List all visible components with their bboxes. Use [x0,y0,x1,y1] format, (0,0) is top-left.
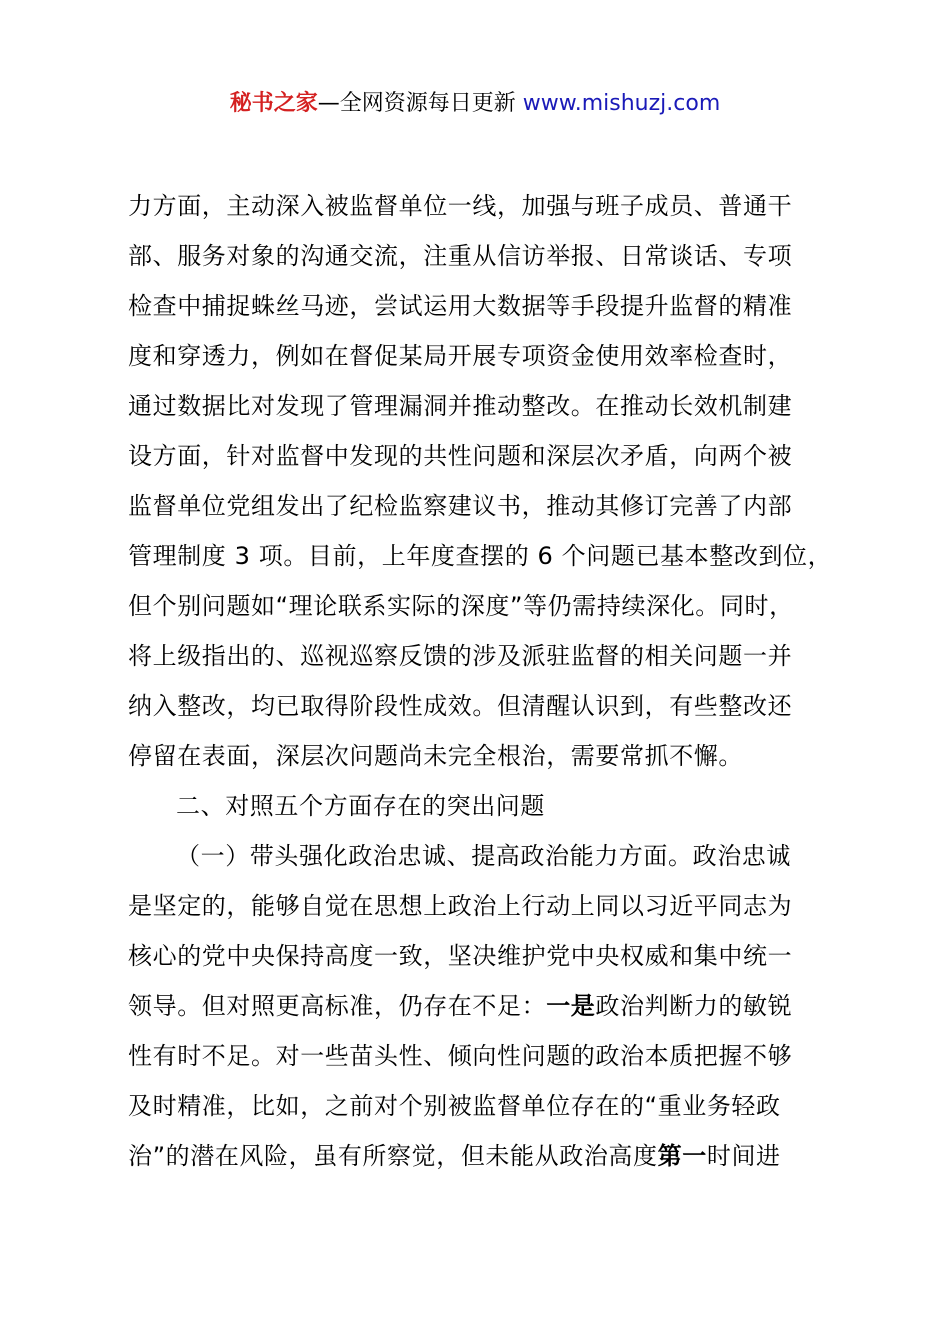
subsection-heading: （一）带头强化政治忠诚、提高政治能力方面。政治忠诚 [176,842,791,870]
text-line: 将上级指出的、巡视巡察反馈的涉及派驻监督的相关问题一并 [128,642,793,670]
text-line: 纳入整改，均已取得阶段性成效。但清醒认识到，有些整改还 [128,692,793,720]
text-line: 检查中捕捉蛛丝马迹，尝试运用大数据等手段提升监督的精准 [128,292,793,320]
site-url-link[interactable]: www.mishuzj.com [522,91,721,116]
emphasis-text: 一是 [546,992,596,1020]
emphasis-text: 第一 [657,1142,707,1170]
text-line: 力方面，主动深入被监督单位一线，加强与班子成员、普通干 [128,192,793,220]
text-segment: 领导。但对照更高标准，仍存在不足： [128,992,547,1020]
text-line: 停留在表面，深层次问题尚未完全根治，需要常抓不懈。 [128,742,743,770]
text-line: 及时精准，比如，之前对个别被监督单位存在的“重业务轻政 [128,1092,781,1120]
text-line: 部、服务对象的沟通交流，注重从信访举报、日常谈话、专项 [128,242,793,270]
brand-name: 秘书之家 [229,91,318,116]
text-line: 核心的党中央保持高度一致，坚决维护党中央权威和集中统一 [128,942,793,970]
text-line-with-emphasis [128,981,848,1031]
text-line: 但个别问题如“理论联系实际的深度”等仍需持续深化。同时， [128,592,794,620]
section-heading: 二、对照五个方面存在的突出问题 [176,792,545,820]
text-segment: 时间进 [706,1142,781,1170]
site-header [0,88,950,120]
text-line: 性有时不足。对一些苗头性、倾向性问题的政治本质把握不够 [128,1042,793,1070]
text-segment: 治”的潜在风险，虽有所察觉，但未能从政治高度 [128,1142,658,1170]
text-line: 监督单位党组发出了纪检监察建议书，推动其修订完善了内部 [128,492,793,520]
text-line: 是坚定的，能够自觉在思想上政治上行动上同以习近平同志为 [128,892,793,920]
text-line-with-emphasis [128,1131,848,1181]
document-body [128,181,848,1181]
header-tagline: —全网资源每日更新 [317,91,516,116]
text-line: 设方面，针对监督中发现的共性问题和深层次矛盾，向两个被 [128,442,793,470]
text-line: 度和穿透力，例如在督促某局开展专项资金使用效率检查时， [128,342,793,370]
text-line: 通过数据比对发现了管理漏洞并推动整改。在推动长效机制建 [128,392,793,420]
text-line: 管理制度 3 项。目前，上年度查摆的 6 个问题已基本整改到位， [128,542,833,570]
text-segment: 政治判断力的敏锐 [595,992,793,1020]
